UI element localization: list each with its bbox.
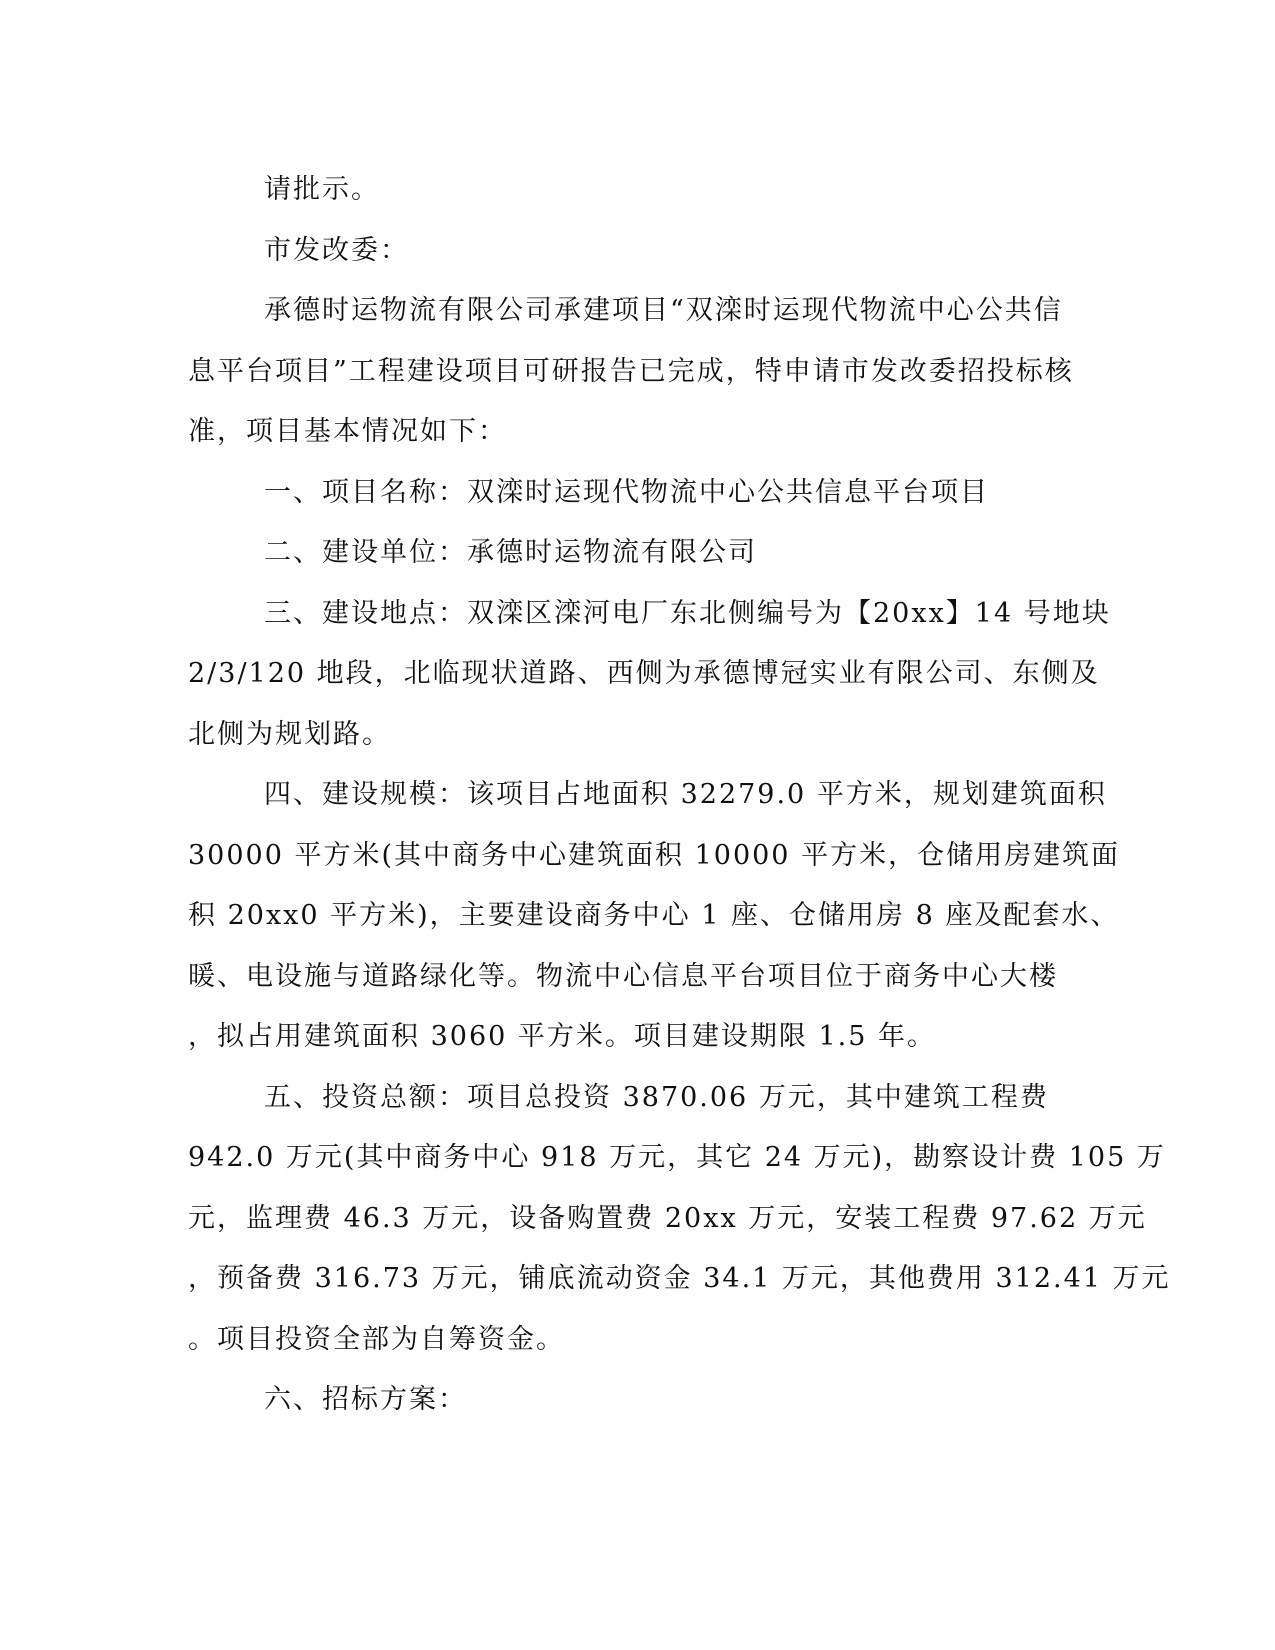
text-line: 请批示。 — [264, 174, 380, 205]
text-line: 元，监理费 46.3 万元，设备购置费 20xx 万元，安装工程费 97.62 万元 — [188, 1202, 1147, 1234]
text-line: 二、建设单位：承德时运物流有限公司 — [264, 537, 757, 568]
text-line: 四、建设规模：该项目占地面积 32279.0 平方米，规划建筑面积 — [264, 779, 1107, 810]
text-line: 承德时运物流有限公司承建项目“双滦时运现代物流中心公共信 — [264, 295, 1063, 326]
text-line: 942.0 万元(其中商务中心 918 万元，其它 24 万元)，勘察设计费 105 万 — [188, 1142, 1166, 1173]
text-line: 北侧为规划路。 — [188, 718, 391, 750]
text-line: 息平台项目”工程建设项目可研报告已完成，特申请市发改委招投标核 — [188, 355, 1074, 387]
text-line: ，拟占用建筑面积 3060 平方米。项目建设期限 1.5 年。 — [188, 1021, 936, 1052]
text-line: 准，项目基本情况如下： — [188, 416, 507, 447]
text-line: 三、建设地点：双滦区滦河电厂东北侧编号为【20xx】14 号地块 — [264, 597, 1111, 629]
text-line: 市发改委： — [264, 234, 409, 266]
text-line: 2/3/120 地段，北临现状道路、西侧为承德博冠实业有限公司、东侧及 — [188, 658, 1100, 689]
text-line: 。项目投资全部为自筹资金。 — [188, 1323, 565, 1355]
text-line: 积 20xx0 平方米)，主要建设商务中心 1 座、仓储用房 8 座及配套水、 — [188, 900, 1120, 931]
text-line: 五、投资总额：项目总投资 3870.06 万元，其中建筑工程费 — [264, 1081, 1049, 1113]
text-line: ，预备费 316.73 万元，铺底流动资金 34.1 万元，其他费用 312.41 万元 — [188, 1263, 1171, 1294]
text-line: 暖、电设施与道路绿化等。物流中心信息平台项目位于商务中心大楼 — [188, 960, 1058, 992]
document-body — [188, 160, 1171, 1431]
text-line: 30000 平方米(其中商务中心建筑面积 10000 平方米，仓储用房建筑面 — [188, 839, 1121, 871]
text-line: 一、项目名称：双滦时运现代物流中心公共信息平台项目 — [264, 476, 989, 508]
text-line: 六、招标方案： — [264, 1384, 467, 1415]
